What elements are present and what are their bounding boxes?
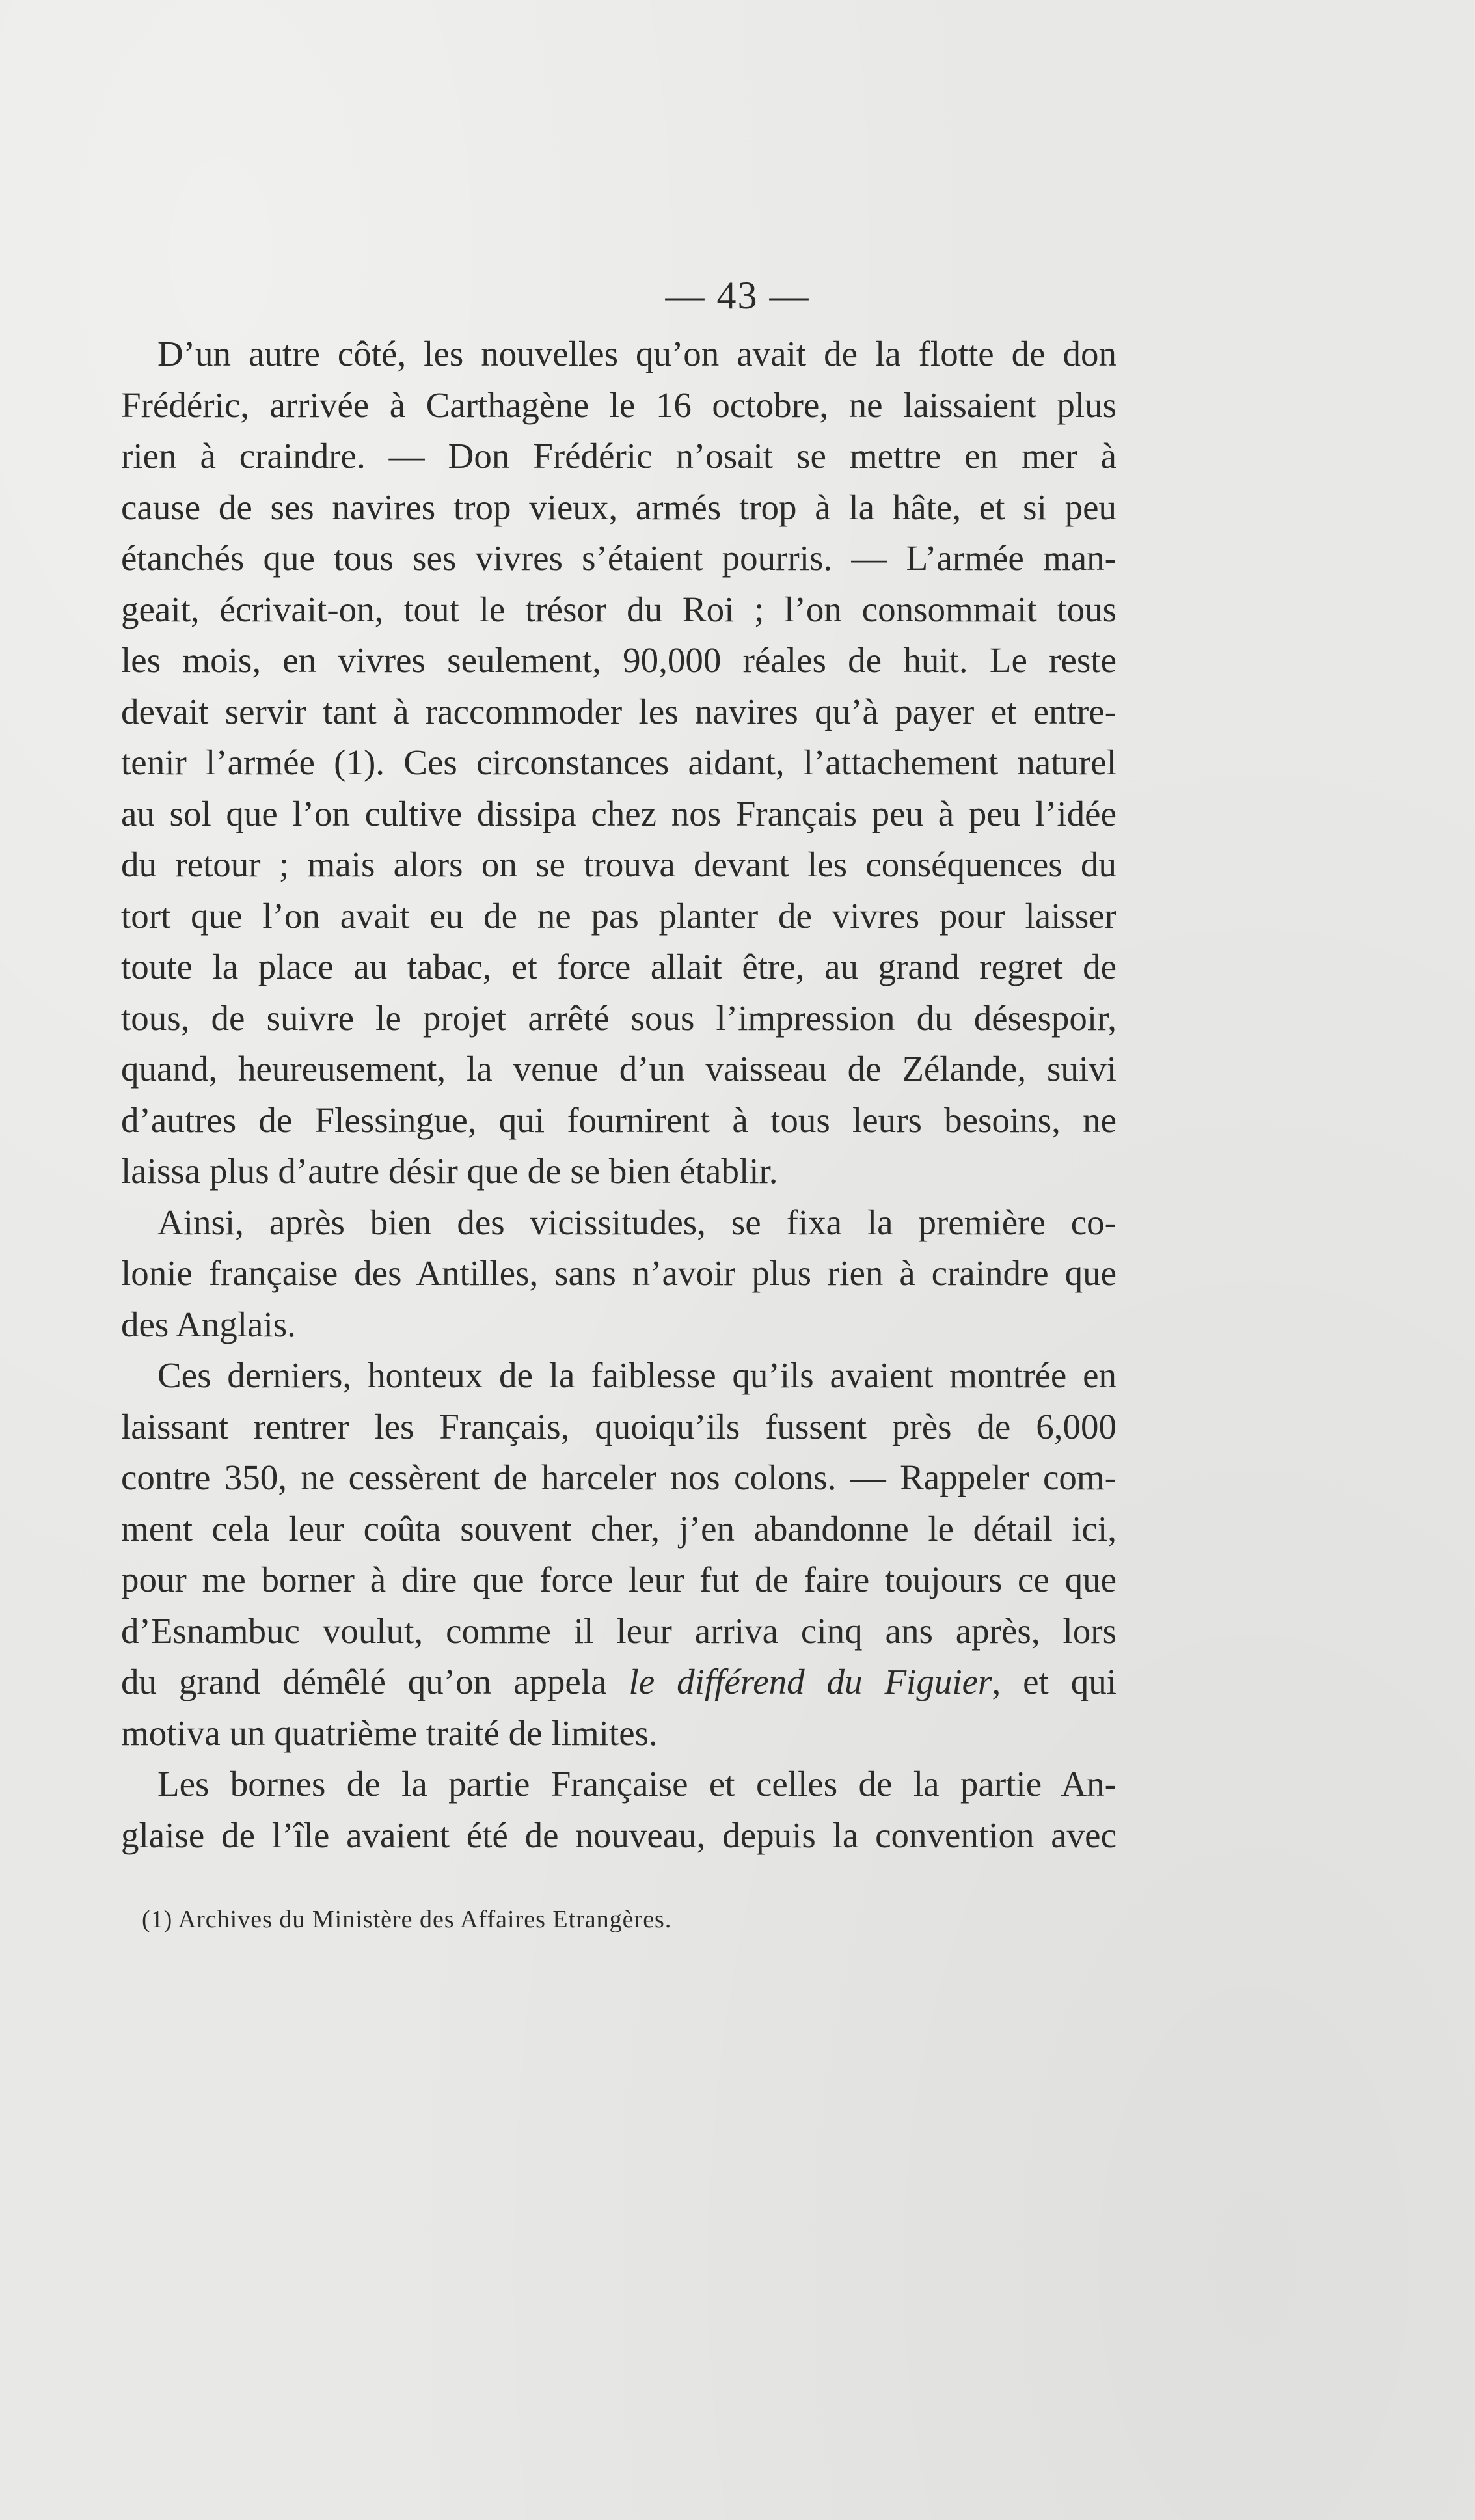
- text-line: pour me borner à dire que force leur fut de faire toujours ce que: [121, 1560, 1116, 1599]
- text-line: d’autres de Flessingue, qui fournirent à tous leurs besoins, ne: [121, 1100, 1116, 1140]
- text-line: tenir l’armée (1). Ces circonstances aidant, l’attachement naturel: [121, 742, 1116, 782]
- text-line: tort que l’on avait eu de ne pas planter de vivres pour laisser: [121, 895, 1116, 936]
- text-segment: , et qui: [992, 1662, 1117, 1701]
- text-line: d’Esnambuc voulut, comme il leur arriva cinq ans après, lors: [121, 1610, 1116, 1651]
- text-line: laissa plus d’autre désir que de se bien établir.: [121, 1151, 778, 1191]
- italic-term: le différend du Figuier: [629, 1662, 992, 1701]
- text-line-with-italic: [121, 1657, 1116, 1708]
- text-line: au sol que l’on cultive dissipa chez nos Français peu à peu l’idée: [121, 793, 1116, 833]
- text-line: lonie française des Antilles, sans n’avoir plus rien à craindre que: [121, 1253, 1116, 1293]
- text-line: cause de ses navires trop vieux, armés trop à la hâte, et si peu: [121, 487, 1116, 527]
- text-line: devait servir tant à raccommoder les navires qu’à payer et entre-: [121, 691, 1116, 731]
- page-number: — 43 —: [665, 274, 810, 317]
- body-text: [121, 329, 1116, 1861]
- text-line: des Anglais.: [121, 1304, 296, 1344]
- text-line: rien à craindre. — Don Frédéric n’osait se mettre en mer à: [121, 436, 1116, 476]
- text-line: tous, de suivre le projet arrêté sous l’impression du désespoir,: [121, 997, 1116, 1038]
- text-line: laissant rentrer les Français, quoiqu’ils fussent près de 6,000: [121, 1406, 1116, 1446]
- text-line: ment cela leur coûta souvent cher, j’en abandonne le détail ici,: [121, 1508, 1116, 1549]
- text-line: D’un autre côté, les nouvelles qu’on avait de la flotte de don: [157, 334, 1116, 373]
- text-line: motiva un quatrième traité de limites.: [121, 1713, 658, 1753]
- text-line: quand, heureusement, la venue d’un vaisseau de Zélande, suivi: [121, 1049, 1116, 1089]
- text-line: Ainsi, après bien des vicissitudes, se fixa la première co-: [157, 1202, 1116, 1242]
- text-line: glaise de l’île avaient été de nouveau, depuis la convention avec: [121, 1815, 1116, 1855]
- text-line: Les bornes de la partie Française et celles de la partie An-: [157, 1764, 1116, 1804]
- text-line: geait, écrivait-on, tout le trésor du Roi ; l’on consommait tous: [121, 589, 1116, 629]
- text-line: toute la place au tabac, et force allait être, au grand regret de: [121, 947, 1116, 986]
- footnote: (1) Archives du Ministère des Affaires Etrangères.: [142, 1906, 672, 1933]
- text-line: du retour ; mais alors on se trouva devant les conséquences du: [121, 845, 1116, 884]
- text-line: étanchés que tous ses vivres s’étaient pourris. — L’armée man-: [121, 538, 1116, 578]
- text-line: Frédéric, arrivée à Carthagène le 16 octobre, ne laissaient plus: [121, 385, 1116, 425]
- text-line: contre 350, ne cessèrent de harceler nos colons. — Rappeler com-: [121, 1457, 1116, 1497]
- text-line: Ces derniers, honteux de la faiblesse qu’ils avaient montrée en: [157, 1355, 1116, 1395]
- text-line: les mois, en vivres seulement, 90,000 réales de huit. Le reste: [121, 640, 1116, 680]
- text-segment: du grand démêlé qu’on appela: [121, 1662, 607, 1701]
